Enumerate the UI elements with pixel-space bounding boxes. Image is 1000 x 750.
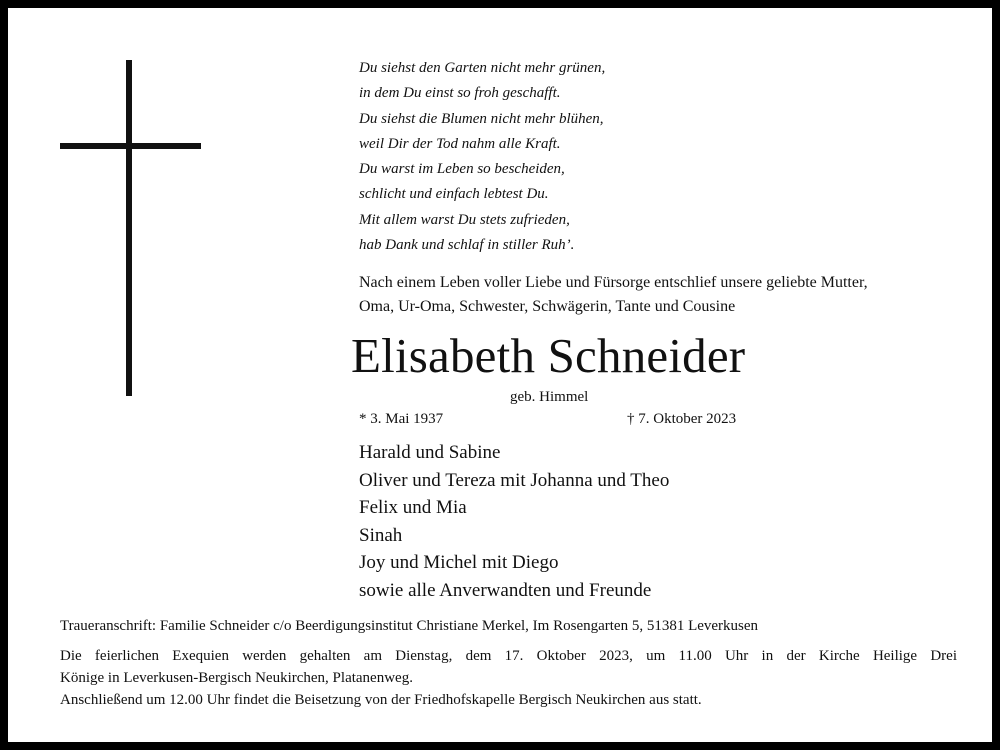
service-info [60, 645, 957, 711]
mourner-entry: Sinah [359, 524, 403, 546]
cross-vertical-bar [126, 60, 132, 396]
cross-horizontal-bar [60, 143, 201, 149]
poem-line: in dem Du einst so froh geschafft. [359, 85, 561, 102]
poem-line: schlicht und einfach lebtest Du. [359, 186, 549, 203]
service-line: Könige in Leverkusen-Bergisch Neukirchen, Platanenweg. [60, 670, 413, 686]
burial-line: Anschließend um 12.00 Uhr findet die Beisetzung von der Friedhofskapelle Bergisch Neukirchen aus statt. [60, 692, 702, 708]
intro-text [359, 271, 868, 319]
mourner-entry: sowie alle Anverwandten und Freunde [359, 579, 652, 601]
service-line: Die feierlichen Exequien werden gehalten am Dienstag, dem 17. Oktober 2023, um 11.00 Uhr in der Kirche Heilige Drei [60, 648, 957, 664]
poem-line: weil Dir der Tod nahm alle Kraft. [359, 135, 561, 152]
poem [359, 56, 605, 258]
maiden-name: geb. Himmel [510, 389, 589, 405]
poem-line: Du siehst die Blumen nicht mehr blühen, [359, 110, 604, 127]
intro-line: Nach einem Leben voller Liebe und Fürsorge entschlief unsere geliebte Mutter, [359, 274, 868, 291]
mourner-entry: Harald und Sabine [359, 442, 501, 463]
mourner-entry: Oliver und Tereza mit Johanna und Theo [359, 469, 670, 491]
mourners-list [359, 439, 669, 605]
poem-line: hab Dank und schlaf in stiller Ruh’. [359, 237, 575, 254]
poem-line: Du warst im Leben so bescheiden, [359, 161, 565, 178]
deceased-name: Elisabeth Schneider [351, 328, 746, 383]
mourner-entry: Felix und Mia [359, 497, 467, 519]
mourner-entry: Joy und Michel mit Diego [359, 552, 559, 574]
death-date: † 7. Oktober 2023 [627, 411, 737, 427]
birth-date: * 3. Mai 1937 [359, 411, 444, 427]
poem-line: Mit allem warst Du stets zufrieden, [359, 211, 570, 228]
poem-line: Du siehst den Garten nicht mehr grünen, [359, 60, 606, 76]
intro-line: Oma, Ur-Oma, Schwester, Schwägerin, Tante und Cousine [359, 298, 736, 315]
mourning-address: Traueranschrift: Familie Schneider c/o Beerdigungsinstitut Christiane Merkel, Im Rosengarten 5, 51381 Leverkusen [60, 618, 759, 634]
